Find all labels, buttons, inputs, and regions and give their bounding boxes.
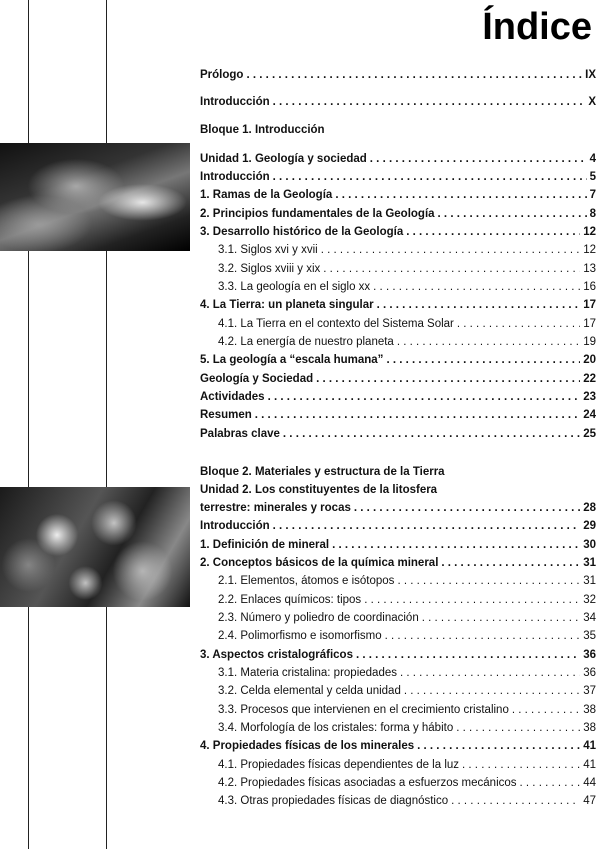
- toc-entry-title: 4. La Tierra: un planeta singular: [200, 299, 374, 311]
- margin-rule-left: [28, 0, 29, 849]
- dot-leader: [457, 318, 580, 330]
- toc-entry[interactable]: [218, 777, 596, 795]
- dot-leader: [323, 263, 580, 275]
- toc-entry[interactable]: [218, 244, 596, 262]
- toc-entry-title: 2.1. Elementos, átomos e isótopos: [218, 575, 395, 587]
- dot-leader: [397, 575, 580, 587]
- toc-entry[interactable]: [200, 520, 596, 538]
- toc-entry-page: 17: [583, 318, 596, 330]
- toc-entry-title: 2. Conceptos básicos de la química mineral: [200, 557, 439, 569]
- toc-entry-page: X: [588, 96, 596, 108]
- toc-entry[interactable]: [200, 96, 596, 114]
- toc-entry-page: 38: [583, 722, 596, 734]
- toc-entry-page: IX: [585, 69, 596, 81]
- toc-entry[interactable]: [200, 428, 596, 446]
- toc-entry[interactable]: [200, 69, 596, 87]
- toc-entry-page: 25: [583, 428, 596, 440]
- toc-entry-page: 7: [589, 189, 596, 201]
- toc-entry-title: 2.4. Polimorfismo e isomorfismo: [218, 630, 382, 642]
- dot-leader: [321, 244, 581, 256]
- dot-leader: [273, 171, 587, 183]
- toc-entry-page: 41: [583, 759, 596, 771]
- toc-entry-page: 20: [583, 354, 596, 366]
- toc-entry-page: 19: [583, 336, 596, 348]
- toc-entry-page: 47: [583, 795, 596, 807]
- toc-entry-page: 12: [583, 244, 596, 256]
- minerals-photo-unit-2: [0, 487, 190, 607]
- dot-leader: [316, 373, 580, 385]
- toc-entry-title: 3.3. Procesos que intervienen en el crecimiento cristalino: [218, 704, 509, 716]
- toc-entry-title: Prólogo: [200, 69, 244, 81]
- toc-entry-page: 28: [583, 502, 596, 514]
- toc-entry-page: 24: [583, 409, 596, 421]
- dot-leader: [462, 759, 580, 771]
- toc-entry-title: 3.3. La geología en el siglo xx: [218, 281, 371, 293]
- toc-entry-page: 41: [583, 740, 596, 752]
- toc-entry[interactable]: [218, 685, 596, 703]
- toc-entry[interactable]: [200, 208, 596, 226]
- toc-entry-title: Introducción: [200, 520, 270, 532]
- dot-leader: [451, 795, 580, 807]
- toc-entry-page: 22: [583, 373, 596, 385]
- dot-leader: [332, 539, 580, 551]
- toc-entry[interactable]: [218, 336, 596, 354]
- dot-leader: [273, 520, 581, 532]
- toc-entry[interactable]: [200, 299, 596, 317]
- toc-entry-page: 4: [589, 153, 596, 165]
- toc-entry[interactable]: [218, 594, 596, 612]
- toc-entry-title: Introducción: [200, 96, 270, 108]
- toc-entry-title: Resumen: [200, 409, 252, 421]
- toc-entry-title: Geología y Sociedad: [200, 373, 314, 385]
- dot-leader: [441, 557, 580, 569]
- toc-entry[interactable]: [200, 354, 596, 372]
- dot-leader: [512, 704, 580, 716]
- section-heading: Bloque 2. Materiales y estructura de la Tierra: [200, 466, 445, 478]
- section-heading: Unidad 2. Los constituyentes de la litosfera: [200, 484, 438, 496]
- toc-entry-title: 4.1. Propiedades físicas dependientes de la luz: [218, 759, 460, 771]
- toc-entry-page: 32: [583, 594, 596, 606]
- toc-entry-page: 8: [589, 208, 596, 220]
- dot-leader: [397, 336, 580, 348]
- toc-entry[interactable]: [200, 740, 596, 758]
- toc-entry-page: 44: [583, 777, 596, 789]
- toc-entry-title: 3.2. Siglos xviii y xix: [218, 263, 321, 275]
- toc-entry-title: 2.3. Número y poliedro de coordinación: [218, 612, 419, 624]
- dot-leader: [246, 69, 582, 81]
- toc-entry-page: 29: [583, 520, 596, 532]
- toc-entry[interactable]: [218, 575, 596, 593]
- toc-entry-title: 5. La geología a “escala humana”: [200, 354, 384, 366]
- toc-entry-title: 4.2. La energía de nuestro planeta: [218, 336, 394, 348]
- toc-entry-page: 23: [583, 391, 596, 403]
- toc-entry-page: 17: [583, 299, 596, 311]
- dot-leader: [400, 667, 580, 679]
- toc-entry[interactable]: [218, 318, 596, 336]
- dot-leader: [268, 391, 581, 403]
- dot-leader: [417, 740, 580, 752]
- dot-leader: [255, 409, 580, 421]
- toc-entry-page: 38: [583, 704, 596, 716]
- toc-entry-page: 31: [583, 557, 596, 569]
- toc-entry-title: 3.1. Materia cristalina: propiedades: [218, 667, 397, 679]
- toc-entry-title: 4.1. La Tierra en el contexto del Sistema Solar: [218, 318, 454, 330]
- toc-entry-title: 3. Aspectos cristalográficos: [200, 649, 353, 661]
- toc-entry-page: 5: [589, 171, 596, 183]
- toc-entry[interactable]: [200, 539, 596, 557]
- dot-leader: [273, 96, 586, 108]
- toc-entry[interactable]: [218, 722, 596, 740]
- toc-entry[interactable]: [200, 391, 596, 409]
- dot-leader: [354, 502, 580, 514]
- toc-entry[interactable]: [200, 373, 596, 391]
- toc-entry-title: 1. Definición de mineral: [200, 539, 330, 551]
- toc-entry[interactable]: [200, 171, 596, 189]
- toc-entry[interactable]: [218, 630, 596, 648]
- toc-entry-page: 36: [583, 649, 596, 661]
- margin-rule-right: [106, 0, 107, 849]
- dot-leader: [377, 299, 581, 311]
- section-heading: Bloque 1. Introducción: [200, 124, 325, 136]
- toc-entry-page: 13: [583, 263, 596, 275]
- toc-entry-page: 36: [583, 667, 596, 679]
- toc-entry[interactable]: [218, 667, 596, 685]
- toc-entry-title: 1. Ramas de la Geología: [200, 189, 333, 201]
- dot-leader: [385, 630, 581, 642]
- toc-entry-page: 37: [583, 685, 596, 697]
- toc-entry-title: Introducción: [200, 171, 270, 183]
- toc-entry-page: 16: [583, 281, 596, 293]
- toc-entry-page: 30: [583, 539, 596, 551]
- toc-entry[interactable]: [200, 649, 596, 667]
- page-title: Índice: [482, 6, 592, 48]
- toc-entry[interactable]: [218, 795, 596, 813]
- toc-entry-title: 2. Principios fundamentales de la Geología: [200, 208, 435, 220]
- toc-entry-page: 35: [583, 630, 596, 642]
- dot-leader: [404, 685, 580, 697]
- dot-leader: [370, 153, 587, 165]
- dot-leader: [406, 226, 580, 238]
- geology-photo-unit-1: [0, 143, 190, 251]
- dot-leader: [373, 281, 580, 293]
- toc-entry-title: 3.4. Morfología de los cristales: forma y hábito: [218, 722, 454, 734]
- dot-leader: [456, 722, 580, 734]
- dot-leader: [386, 354, 580, 366]
- toc-entry[interactable]: [200, 502, 596, 520]
- dot-leader: [422, 612, 580, 624]
- toc-entry-title: 3. Desarrollo histórico de la Geología: [200, 226, 404, 238]
- toc-entry-page: 31: [583, 575, 596, 587]
- dot-leader: [335, 189, 586, 201]
- toc-entry-title: Palabras clave: [200, 428, 280, 440]
- toc-entry-title: 3.1. Siglos xvi y xvii: [218, 244, 318, 256]
- toc-entry[interactable]: [218, 281, 596, 299]
- toc-entry[interactable]: [218, 612, 596, 630]
- toc-entry-title: 4.3. Otras propiedades físicas de diagnóstico: [218, 795, 449, 807]
- toc-entry-page: 12: [583, 226, 596, 238]
- toc-entry[interactable]: [200, 409, 596, 427]
- toc-entry[interactable]: [218, 759, 596, 777]
- toc-entry-title: 2.2. Enlaces químicos: tipos: [218, 594, 362, 606]
- toc-entry-title: 4. Propiedades físicas de los minerales: [200, 740, 415, 752]
- toc-entry-title: 4.2. Propiedades físicas asociadas a esfuerzos mecánicos: [218, 777, 517, 789]
- dot-leader: [283, 428, 580, 440]
- toc-entry-title: Unidad 1. Geología y sociedad: [200, 153, 367, 165]
- dot-leader: [364, 594, 580, 606]
- toc-entry[interactable]: [200, 153, 596, 171]
- dot-leader: [356, 649, 580, 661]
- toc-entry[interactable]: [200, 226, 596, 244]
- toc-entry[interactable]: [218, 263, 596, 281]
- toc-entry[interactable]: [200, 189, 596, 207]
- toc-entry-title: 3.2. Celda elemental y celda unidad: [218, 685, 401, 697]
- toc-entry[interactable]: [200, 557, 596, 575]
- dot-leader: [520, 777, 581, 789]
- toc-entry-page: 34: [583, 612, 596, 624]
- toc-entry[interactable]: [218, 704, 596, 722]
- dot-leader: [438, 208, 587, 220]
- toc-entry-title: terrestre: minerales y rocas: [200, 502, 351, 514]
- toc-entry-title: Actividades: [200, 391, 265, 403]
